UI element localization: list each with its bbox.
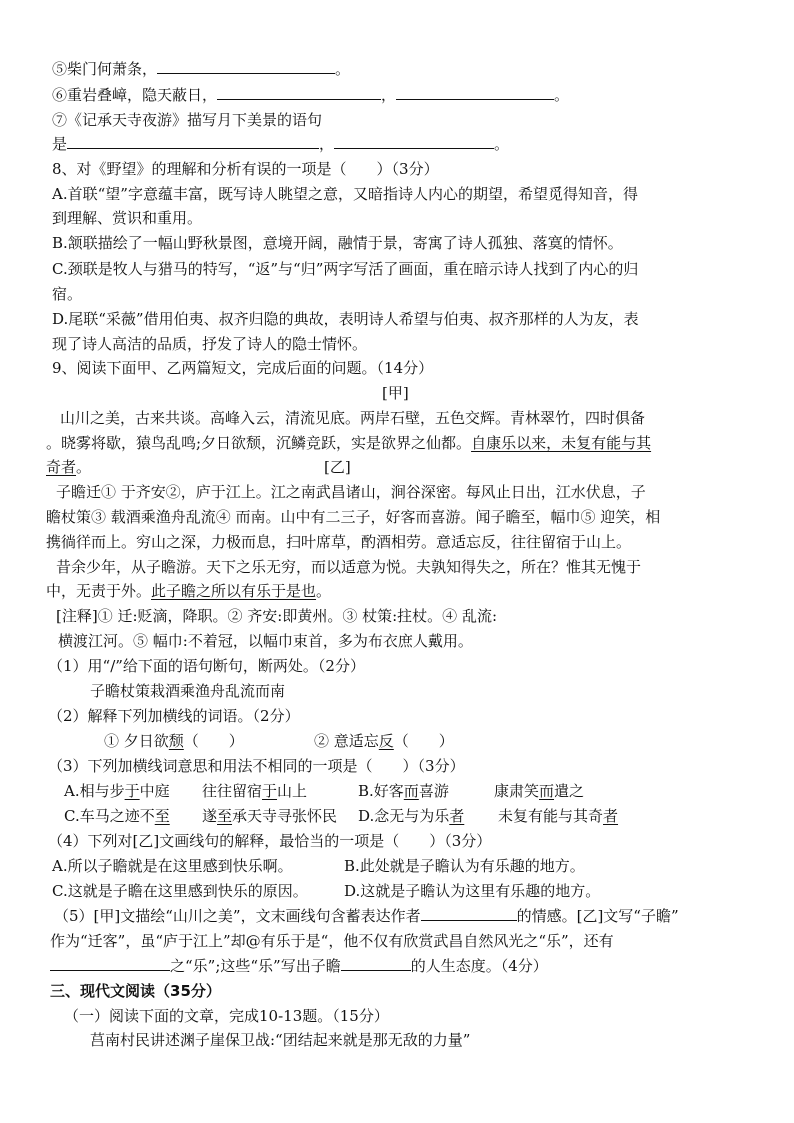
section-3-subheading: （一）阅读下面的文章，完成10-13题。（15分） [64, 1007, 389, 1025]
q7-prefix: 是 [52, 135, 68, 153]
passage-jia-line1: 山川之美，古来共谈。高峰入云，清流见底。两岸石壁，五色交辉。青林翠竹，四时俱备 [60, 409, 646, 427]
q9-part1-sentence: 子瞻杖策栽酒乘渔舟乱流而南 [90, 682, 286, 700]
q9-part4-option-c: C.这就是子瞻在这里感到快乐的原因。 [52, 882, 308, 900]
passage-jia-underlined-2: 奇者 [46, 458, 77, 476]
q9-part2-b-text: ② 意适忘 [314, 732, 379, 750]
q8-option-c: C.颈联是牧人与猎马的特写，“返”与“归”两字写活了画面，重在暗示诗人找到了内心的归 [52, 260, 639, 278]
p3-a1-text: A.相与步 [64, 782, 125, 800]
p3-a2-word: 于 [262, 782, 278, 800]
p5-text-1b: 的情感。[乙]文写“子瞻” [516, 907, 679, 925]
q9-part3-option-b2 [494, 781, 584, 801]
p5-text-3b: 的人生态度。（4分） [410, 957, 548, 975]
p3-b1-post: 喜游 [418, 782, 449, 800]
q6-suffix: 。 [554, 86, 570, 104]
p3-b1-text: B.好客 [358, 782, 404, 800]
q8-option-d: D.尾联“采薇”借用伯夷、叔齐归隐的典故，表明诗人希望与伯夷、叔齐那样的人为友，表 [52, 310, 639, 328]
p3-d2-text: 未复有能与其奇 [498, 807, 604, 825]
p3-b2-post: 遣之 [554, 782, 585, 800]
p3-c1-text: C.车马之迹不 [64, 807, 155, 825]
passage-yi-underlined: 此子瞻之所以有乐于是也 [151, 582, 317, 600]
article-title: 莒南村民讲述渊子崖保卫战:“团结起来就是那无敌的力量” [90, 1031, 471, 1049]
p3-c2-word: 至 [217, 807, 233, 825]
q9-part3-option-d [358, 806, 464, 826]
p5-text-1a: （5）[甲]文描绘“山川之美”，文末画线句含蓄表达作者 [54, 907, 421, 925]
q8-option-a: A.首联“望”字意蕴丰富，既写诗人眺望之意，又暗指诗人内心的期望，希望觅得知音，得 [52, 185, 638, 203]
q9-part3-stem: （3）下列加横线词意思和用法不相同的一项是（ ）（3分） [48, 757, 465, 775]
q9-part4-option-d: D.这就是子瞻认为这里有乐趣的地方。 [344, 882, 601, 900]
p3-a2-text: 往往留宿 [202, 782, 263, 800]
q9-part2-b-answer[interactable]: （ ） [393, 732, 454, 750]
passage-yi-line4: 昔余少年，从子瞻游。天下之乐无穷，而以适意为悦。夫孰知得失之，所在？惟其无愧于 [56, 558, 642, 576]
q9-part2-a-word: 颓 [168, 732, 184, 750]
q5-line [52, 59, 350, 79]
passage-yi-line3: 携徜徉而上。穷山之深，力极而息，扫叶席草，酌酒相劳。意适忘反，往往留宿于山上。 [46, 533, 632, 551]
p3-b1-word: 而 [403, 782, 419, 800]
q9-part3-option-a [64, 781, 170, 801]
p3-a1-post: 中庭 [139, 782, 170, 800]
p3-b2-text: 康肃笑 [494, 782, 540, 800]
q8-option-d-cont: 现了诗人高洁的品质，抒发了诗人的隐士情怀。 [52, 335, 368, 353]
annotation-line2: 横渡江河。⑤ 幅巾:不着冠，以幅巾束首，多为布衣庶人戴用。 [58, 632, 473, 650]
q6-blank-1[interactable] [217, 85, 381, 100]
q9-part3-option-d2 [498, 806, 618, 826]
passage-yi-title: [乙] [324, 458, 351, 476]
p3-d2-word: 者 [603, 807, 619, 825]
q9-part5-line3 [50, 956, 548, 976]
p5-blank-1[interactable] [421, 906, 517, 921]
q5-suffix: 。 [335, 60, 351, 78]
p3-c1-word: 至 [154, 807, 170, 825]
q9-part2-a-answer[interactable]: （ ） [183, 732, 244, 750]
q9-part2-stem: （2）解释下列加横线的词语。（2分） [48, 707, 300, 725]
q9-part2-b-word: 反 [378, 732, 394, 750]
q9-part4-stem: （4）下列对[乙]文画线句的解释，最恰当的一项是（ ）（3分） [48, 832, 492, 850]
q9-part5-line2: 作为“迁客”，虽“庐于江上”却@有乐于是“，他不仅有欣赏武昌自然风光之“乐”，还有 [50, 932, 614, 950]
q9-part2-item-b [314, 731, 454, 751]
passage-jia-line2 [46, 433, 651, 453]
q9-part3-option-c [64, 806, 170, 826]
passage-jia-end: 。 [76, 458, 92, 476]
q9-part3-option-b [358, 781, 449, 801]
passage-yi-end: 。 [316, 582, 332, 600]
q6-mid: ， [381, 86, 397, 104]
p3-a1-word: 于 [124, 782, 140, 800]
passage-jia-underlined-1: 自康乐以来，未复有能与其 [471, 434, 652, 452]
p3-d1-word: 者 [449, 807, 465, 825]
q9-part3-option-a2 [202, 781, 307, 801]
p5-blank-3[interactable] [341, 956, 411, 971]
p3-a2-post: 山上 [277, 782, 308, 800]
q5-blank[interactable] [157, 59, 335, 74]
q8-option-b: B.颔联描绘了一幅山野秋景图，意境开阔，融情于景，寄寓了诗人孤独、落寞的情怀。 [52, 234, 623, 252]
q5-prefix: ⑤柴门何萧条， [52, 60, 158, 78]
q9-part2-item-a [104, 731, 244, 751]
q7-blank-1[interactable] [67, 134, 319, 149]
q9-part3-option-c2 [202, 806, 337, 826]
q9-stem: 9、阅读下面甲、乙两篇短文，完成后面的问题。（14分） [52, 359, 434, 377]
q6-blank-2[interactable] [396, 85, 554, 100]
passage-jia-title: [甲] [382, 384, 409, 402]
q9-part1-stem: （1）用“/”给下面的语句断句，断两处。（2分） [48, 657, 365, 675]
q9-part4-option-b: B.此处就是子瞻认为有乐趣的地方。 [344, 857, 585, 875]
q7-line1: ⑦《记承天寺夜游》描写月下美景的语句 [52, 111, 323, 129]
q7-suffix: 。 [494, 135, 510, 153]
p3-c2-post: 承天寺寻张怀民 [232, 807, 338, 825]
q6-prefix: ⑥重岩叠嶂，隐天蔽日， [52, 86, 218, 104]
passage-yi-line1: 子瞻迁① 于齐安②，庐于江上。江之南武昌诸山，涧谷深密。每风止日出，江水伏息，子 [56, 483, 646, 501]
q6-line [52, 85, 569, 105]
passage-yi-line2: 瞻杖策③ 载酒乘渔舟乱流④ 而南。山中有二三子，好客而喜游。闻子瞻至，幅巾⑤ 迎笑，相 [46, 508, 661, 526]
q9-part4-option-a: A.所以子瞻就是在这里感到快乐啊。 [52, 857, 293, 875]
annotation-line1: [注释]① 迁:贬滴，降职。② 齐安:即黄州。③ 杖策:拄杖。④ 乱流: [56, 607, 497, 625]
p5-text-3a: 之“乐”;这些“乐”写出子瞻 [170, 957, 341, 975]
passage-jia-text: 。晓雾将歇，猿鸟乱鸣;夕日欲颓，沉鳞竞跃，实是欲界之仙都。 [46, 434, 472, 452]
p3-b2-word: 而 [539, 782, 555, 800]
passage-yi-line5 [46, 581, 331, 601]
q7-blank-2[interactable] [334, 134, 494, 149]
q9-part5-line1 [54, 906, 679, 926]
q8-stem: 8、对《野望》的理解和分析有误的一项是（ ）（3分） [52, 160, 439, 178]
p3-c2-text: 遂 [202, 807, 218, 825]
q7-mid: ， [319, 135, 335, 153]
q9-part2-a-text: ① 夕日欲 [104, 732, 169, 750]
p3-d1-text: D.念无与为乐 [358, 807, 450, 825]
section-3-title: 三、现代文阅读（35分） [50, 982, 221, 1000]
q7-line2 [52, 134, 509, 154]
q8-option-c-cont: 宿。 [52, 285, 83, 303]
passage-yi-text: 中，无责于外。 [46, 582, 152, 600]
p5-blank-2[interactable] [50, 956, 170, 971]
passage-jia-line3 [46, 457, 91, 477]
q8-option-a-cont: 到理解、赏识和重用。 [52, 209, 203, 227]
